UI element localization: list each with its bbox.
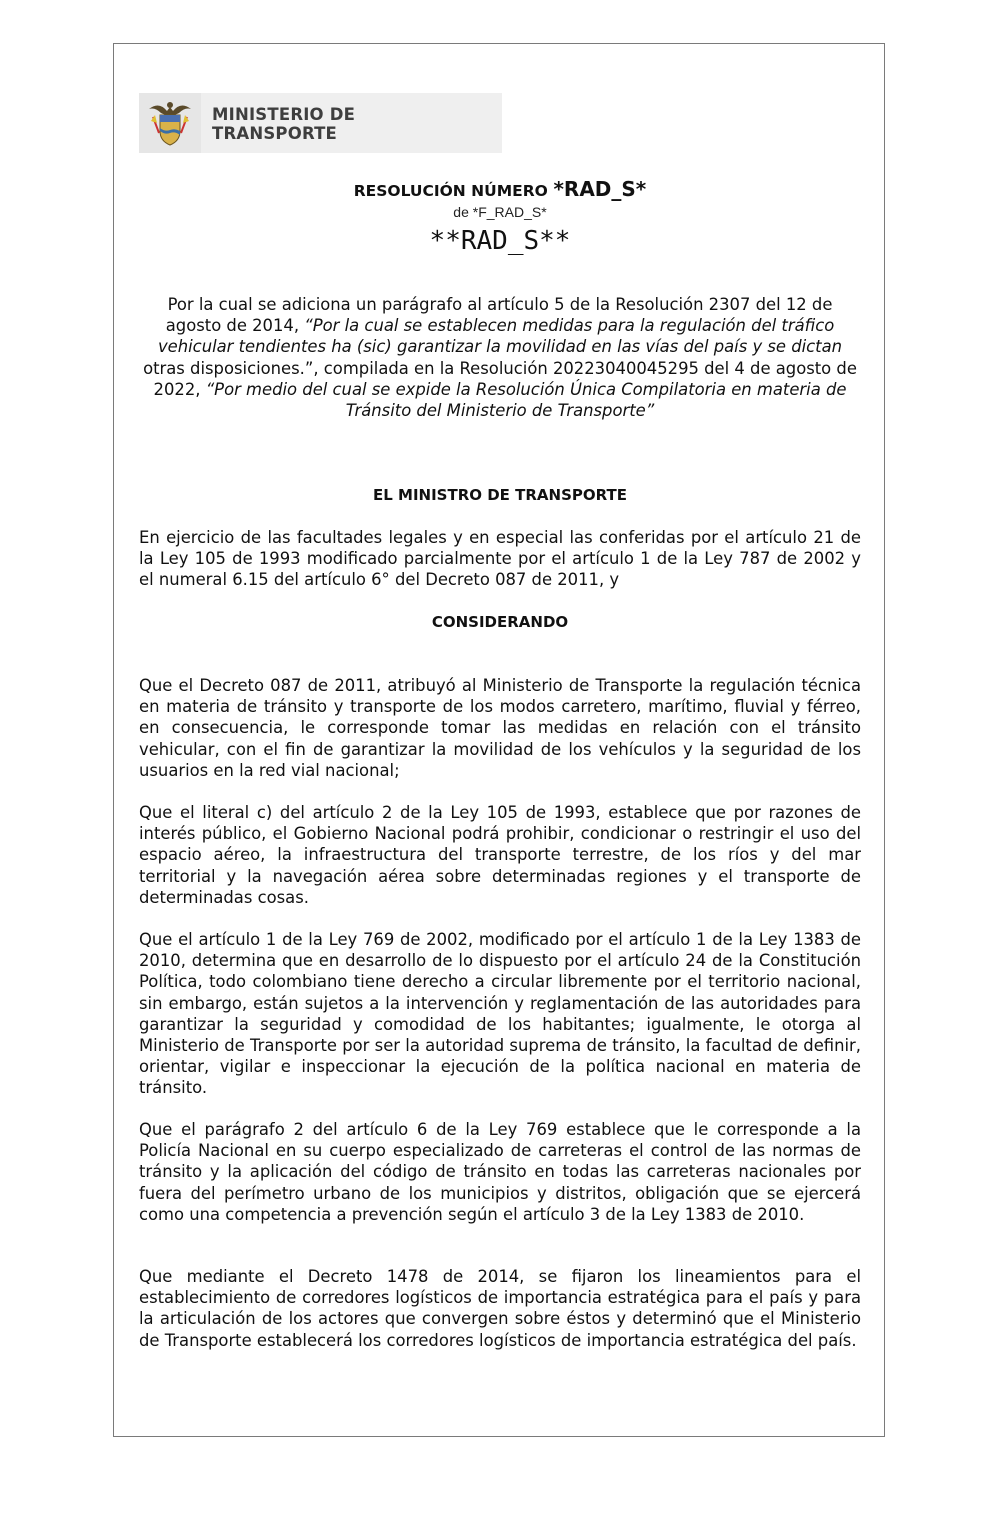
resolution-number — [139, 177, 861, 201]
summary-quote-2: “Por medio del cual se expide la Resolución Única Compilatoria en materia de Tránsito del Ministerio de Transporte” — [205, 379, 847, 421]
summary-quote-1: “Por la cual se establecen medidas para la regulación del tráfico vehicular tendientes ha (sic) garantizar la movilidad en las vías del país y se dictan — [157, 316, 843, 357]
considerando-paragraph: Que el parágrafo 2 del artículo 6 de la Ley 769 establece que le corresponde a la Policía Nacional en su cuerpo especializado de carreteras el control de las normas de tránsito y la aplicación del código de tránsito en todas las carreteras nacionales por fuera del perímetro urbano de los municipios y distritos, obligación que se ejercerá como una competencia a prevención según el artículo 3 de la Ley 1383 de 2010. — [139, 1120, 861, 1224]
resolution-label: RESOLUCIÓN NÚMERO — [353, 182, 548, 200]
resolution-code: *RAD_S* — [553, 177, 647, 201]
considerando-heading: CONSIDERANDO — [431, 613, 569, 631]
ministry-logo — [139, 93, 502, 153]
considerando-paragraph: Que el artículo 1 de la Ley 769 de 2002, modificado por el artículo 1 de la Ley 1383 de 2010, determina que en desarrollo de lo dispuesto por el artículo 24 de la Constitución Política, todo colombiano tiene derecho a circular libremente por el territorio nacional, sin embargo, están sujetos a la intervención y reglamentación de las autoridades para garantizar la seguridad y comodidad de los habitantes; igualmente, le otorga al Ministerio de Transporte por ser la autoridad suprema de tránsito, la facultad de definir, orientar, vigilar e inspeccionar la ejecución de la política nacional en materia de tránsito. — [139, 930, 861, 1098]
considerando-paragraph: Que mediante el Decreto 1478 de 2014, se fijaron los lineamientos para el establecimiento de corredores logísticos de importancia estratégica para el país y para la articulación de los actores que convergen sobre éstos y determinó que el Ministerio de Transporte establecerá los corredores logísticos de importancia estratégica del país. — [139, 1267, 861, 1350]
ministry-name-line1: MINISTERIO DE — [212, 105, 356, 124]
radicado-placeholder: **RAD_S** — [429, 226, 571, 256]
minister-heading: EL MINISTRO DE TRANSPORTE — [373, 486, 627, 504]
considerando-paragraph: Que el Decreto 087 de 2011, atribuyó al Ministerio de Transporte la regulación técnica en materia de tránsito y transporte de los modos carretero, marítimo, fluvial y férreo, en consecuencia, le corresponde tomar las medidas en relación con el tránsito vehicular, con el fin de garantizar la movilidad de los vehículos y la seguridad de los usuarios en la red vial nacional; — [139, 676, 861, 780]
resolution-summary — [139, 294, 861, 421]
summary-text-2: otras disposiciones.”, compilada en la Resolución 20223040045295 del 4 de agosto de 2022, — [143, 358, 857, 399]
coat-of-arms-icon — [139, 93, 201, 153]
summary-text-1: Por la cual se adiciona un parágrafo al artículo 5 de la Resolución 2307 del 12 de agosto de 2014, — [165, 295, 833, 336]
considerando-paragraph: Que el literal c) del artículo 2 de la Ley 105 de 1993, establece que por razones de interés público, el Gobierno Nacional podrá prohibir, condicionar o restringir el uso del espacio aéreo, la infraestructura del transporte terrestre, de los ríos y del mar territorial y la navegación aérea sobre determinadas regiones y el transporte de determinadas cosas. — [139, 803, 861, 907]
ministry-name — [212, 105, 355, 143]
intro-paragraph: En ejercicio de las facultades legales y en especial las conferidas por el artículo 21 de la Ley 105 de 1993 modificado parcialmente por el artículo 1 de la Ley 787 de 2002 y el numeral 6.15 del artículo 6° del Decreto 087 de 2011, y — [139, 528, 861, 590]
resolution-date: de *F_RAD_S* — [453, 204, 547, 220]
ministry-name-line2: TRANSPORTE — [212, 124, 338, 143]
